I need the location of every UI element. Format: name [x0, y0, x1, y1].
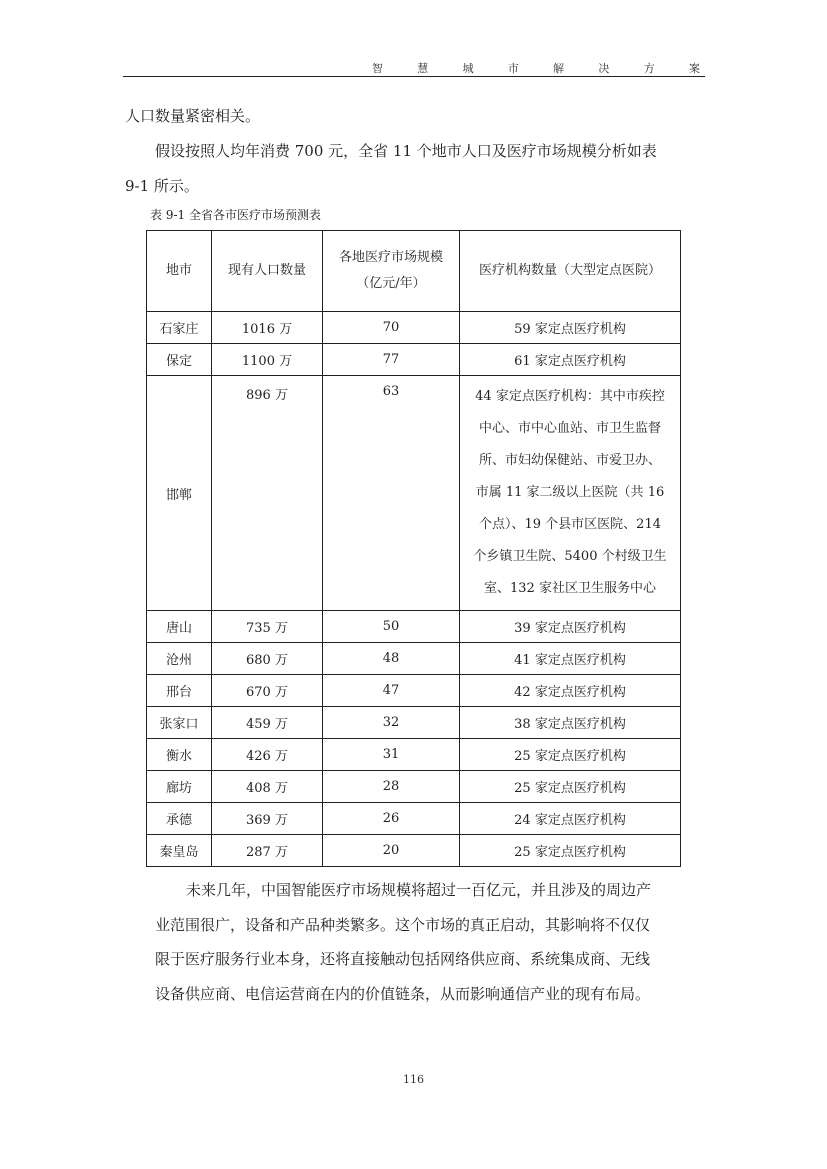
cell-city: 沧州: [147, 643, 212, 675]
cell-institutions: 59 家定点医疗机构: [460, 312, 681, 344]
header-market-line2: （亿元/年）: [356, 276, 426, 291]
table-row: [147, 611, 681, 643]
cell-population: 1100 万: [212, 344, 323, 376]
closing-line-2: 业范围很广，设备和产品种类繁多。这个市场的真正启动，其影响将不仅仅: [155, 916, 651, 934]
header-char: 解: [553, 62, 565, 75]
table-row: [147, 835, 681, 867]
intro-line-1: 人口数量紧密相关。: [125, 107, 261, 125]
header-market-size: [323, 231, 460, 312]
table-row: [147, 312, 681, 344]
table-caption: 表 9-1 全省各市医疗市场预测表: [150, 208, 321, 222]
cell-market: 63: [323, 376, 460, 611]
cell-institutions: 61 家定点医疗机构: [460, 344, 681, 376]
detail-line: 所、市妇幼保健站、市爱卫办、: [478, 453, 661, 468]
cell-institutions: 39 家定点医疗机构: [460, 611, 681, 643]
cell-institutions: 42 家定点医疗机构: [460, 675, 681, 707]
table-row: [147, 344, 681, 376]
detail-line: 中心、市中心血站、市卫生监督: [478, 421, 661, 436]
cell-population: 735 万: [212, 611, 323, 643]
detail-line: 个点）、19 个县市区医院、214: [479, 517, 661, 532]
cell-institutions: 38 家定点医疗机构: [460, 707, 681, 739]
cell-city: 秦皇岛: [147, 835, 212, 867]
cell-city: 邢台: [147, 675, 212, 707]
cell-market: 48: [323, 643, 460, 675]
cell-institutions: 24 家定点医疗机构: [460, 803, 681, 835]
table-header-row: [147, 231, 681, 312]
cell-population: 408 万: [212, 771, 323, 803]
header-char: 案: [688, 62, 700, 75]
cell-institutions: 25 家定点医疗机构: [460, 771, 681, 803]
table-row: [147, 803, 681, 835]
cell-market: 32: [323, 707, 460, 739]
header-city: 地市: [147, 231, 212, 312]
cell-city: 邯郸: [147, 376, 212, 611]
detail-line: 个乡镇卫生院、5400 个村级卫生: [473, 549, 667, 564]
detail-line: 室、132 家社区卫生服务中心: [484, 581, 656, 596]
cell-city: 衡水: [147, 739, 212, 771]
market-forecast-table: [146, 230, 681, 867]
header-population: 现有人口数量: [212, 231, 323, 312]
cell-city: 唐山: [147, 611, 212, 643]
intro-line-3: 9-1 所示。: [125, 177, 199, 195]
page-number: 116: [403, 1073, 424, 1086]
cell-institutions: 25 家定点医疗机构: [460, 835, 681, 867]
table-row: [147, 675, 681, 707]
header-institutions: 医疗机构数量（大型定点医院）: [460, 231, 681, 312]
cell-market: 20: [323, 835, 460, 867]
table-row: [147, 376, 681, 611]
cell-city: 张家口: [147, 707, 212, 739]
cell-population: 287 万: [212, 835, 323, 867]
closing-line-4: 设备供应商、电信运营商在内的价值链条，从而影响通信产业的现有布局。: [155, 985, 651, 1003]
header-char: 城: [462, 62, 474, 75]
cell-city: 承德: [147, 803, 212, 835]
closing-line-1: 未来几年，中国智能医疗市场规模将超过一百亿元，并且涉及的周边产: [186, 881, 652, 899]
cell-population: 426 万: [212, 739, 323, 771]
header-char: 方: [643, 62, 655, 75]
intro-line-2: 假设按照人均年消费 700 元，全省 11 个地市人口及医疗市场规模分析如表: [155, 142, 657, 160]
cell-institutions-detail: [460, 376, 681, 611]
cell-city: 保定: [147, 344, 212, 376]
cell-market: 70: [323, 312, 460, 344]
table-row: [147, 707, 681, 739]
institutions-detail-lines: [460, 379, 680, 607]
header-char: 市: [507, 62, 519, 75]
table-row: [147, 643, 681, 675]
header-char: 智: [372, 62, 383, 75]
cell-institutions: 41 家定点医疗机构: [460, 643, 681, 675]
closing-line-3: 限于医疗服务行业本身，还将直接触动包括网络供应商、系统集成商、无线: [155, 950, 651, 968]
detail-line: 市属 11 家二级以上医院（共 16: [475, 485, 665, 500]
cell-city: 石家庄: [147, 312, 212, 344]
header-char: 决: [598, 62, 610, 75]
detail-line: 44 家定点医疗机构：其中市疾控: [475, 389, 665, 404]
cell-market: 26: [323, 803, 460, 835]
cell-market: 28: [323, 771, 460, 803]
cell-population: 459 万: [212, 707, 323, 739]
header-char: 慧: [417, 62, 429, 75]
cell-population: 369 万: [212, 803, 323, 835]
cell-population: 670 万: [212, 675, 323, 707]
cell-population: 896 万: [212, 376, 323, 611]
cell-market: 77: [323, 344, 460, 376]
cell-institutions: 25 家定点医疗机构: [460, 739, 681, 771]
header-divider: [123, 76, 705, 77]
cell-population: 1016 万: [212, 312, 323, 344]
header-market-line1: 各地医疗市场规模: [338, 250, 443, 265]
cell-city: 廊坊: [147, 771, 212, 803]
table-row: [147, 771, 681, 803]
table-row: [147, 739, 681, 771]
cell-market: 31: [323, 739, 460, 771]
cell-market: 47: [323, 675, 460, 707]
cell-market: 50: [323, 611, 460, 643]
cell-population: 680 万: [212, 643, 323, 675]
